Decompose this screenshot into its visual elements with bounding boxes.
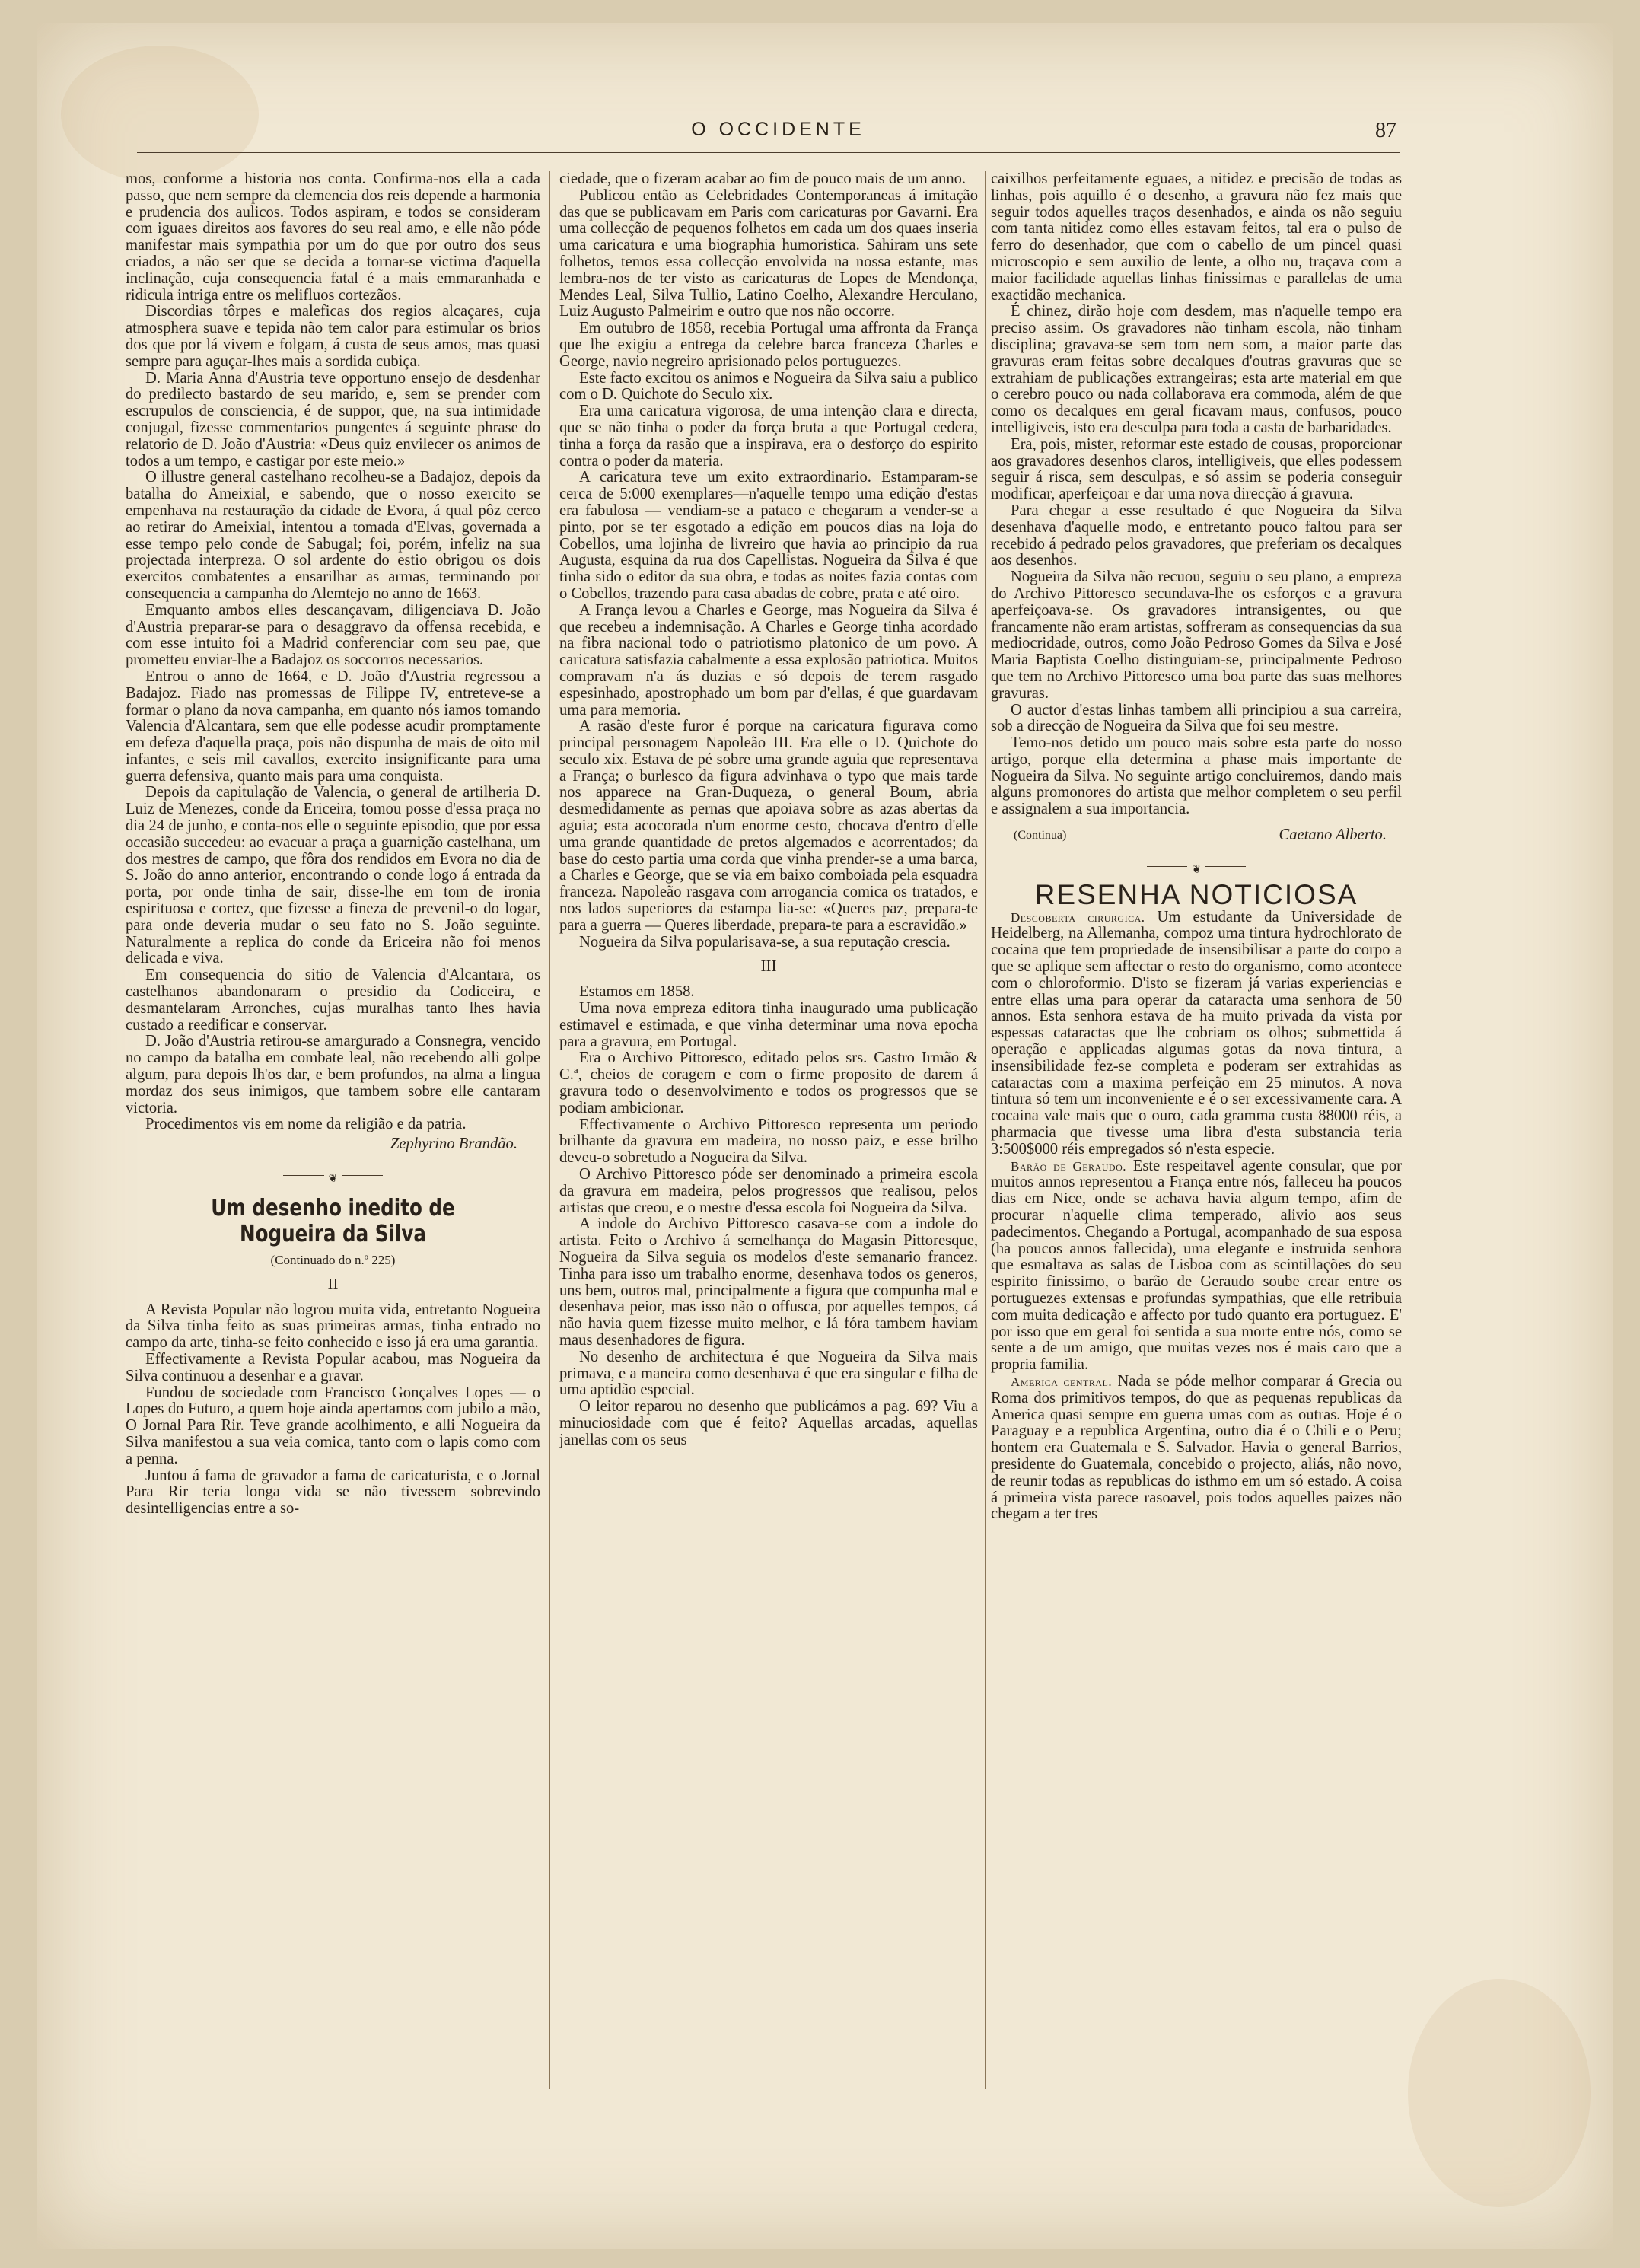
running-title: O OCCIDENTE — [691, 119, 865, 140]
author-signature: Zephyrino Brandão. — [390, 1136, 517, 1153]
paragraph: Depois da capitulação de Valencia, o general de artilheria D. Luiz de Menezes, conde da Ericeira, tomou posse d'essa praça no dia 24 de junho, e conta-nos elle o seguinte episodio, que por essa occasião succedeu: ao evacuar a praça a guarnição castelhana, um dos mestres de campo, que fôra dos rendidos em Evora no dia de S. João do anno anterior, encontrando o conde logo á entrada da porta, por onde tinha de sair, disse-lhe em tom de ironia espirituosa e cortez, que fizesse a fineza de prevenil-o do logar, para onde deveria mudar o seu fato no S. João seguinte. Naturalmente a replica do conde da Ericeira não foi menos delicada e viva. — [126, 784, 540, 967]
news-text: Um estudante da Universidade de Heidelberg, na Allemanha, compoz uma tintura hydrochlorato de cocaina que tem propriedade de insensibilisar a parte do corpo a que se aplique sem affectar o resto do organismo, como acontece com o chloroformio. D'isto se fizeram já varias experiencias e entre ellas uma para operar da cataracta uma senhora de 50 annos. Esta senhora estava de ha muito privada da vista por espessas cataractas que lhe cobriam os olhos; submettida á operação e applicadas algumas gotas da nova tintura, a insensibilidade fez-se completa e poderam ser extrahidas as cataractas com a maxima perfeição em 25 minutos. A nova tintura só tem um inconveniente e é o ser excessivamente cara. A cocaina vale mais que o ouro, cada gramma custa 88000 réis, a pharmacia que tivesse uma libra d'esta substancia teria 3:500$000 réis empregados só n'esta especie. — [991, 908, 1403, 1158]
paragraph: O auctor d'estas linhas tambem alli principiou a sua carreira, sob a direcção de Nogueira da Silva que foi seu mestre. — [991, 701, 1402, 735]
news-item — [991, 1374, 1402, 1523]
news-label: Barão de Geraudo. — [1011, 1158, 1127, 1174]
paragraph: Em outubro de 1858, recebia Portugal uma affronta da França que lhe exigiu a entrega da celebre barca franceza Charles e George, navio negreiro aprisionado pelos portuguezes. — [559, 320, 978, 370]
paragraph: A Revista Popular não logrou muita vida, entretanto Nogueira da Silva tinha feito as suas primeiras armas, tinha entrado no campo da arte, tinha-se feito conhecido e isso já era uma garantia. — [126, 1301, 540, 1352]
ornament-divider — [991, 861, 1402, 876]
ornament-divider — [126, 1170, 540, 1186]
paragraph: Nogueira da Silva não recuou, seguiu o seu plano, a empreza do Archivo Pittoresco secundava-lhe os esforços e a gravura aperfeiçoava-se. Os gravadores intransigentes, ou que francamente não eram artistas, soffreram as consequencias da sua mediocridade, outros, como João Pedroso Gomes da Silva e José Maria Baptista Coelho distinguiam-se, principalmente Pedroso que tem no Archivo Pittoresco uma boa parte das suas melhores gravuras. — [991, 569, 1402, 702]
paragraph: Publicou então as Celebridades Contemporaneas á imitação das que se publicavam em Paris com caricaturas por Gavarni. Era uma collecção de pequenos folhetos em cada um dos quaes inseria uma caricatura e uma biographia humoristica. Sahiram uns sete folhetos, temos essa collecção envolvida na nossa estante, mas lembra-nos de ter visto as caricaturas de Lopes de Mendonça, Mendes Leal, Silva Tullio, Latino Coelho, Alexandre Herculano, Luiz Augusto Palmeirim e outro que nos não occorre. — [559, 186, 978, 320]
paragraph: O Archivo Pittoresco póde ser denominado a primeira escola da gravura em madeira, pelos progressos que realisou, pelos artistas que creou, e o mestre d'essa escola foi Nogueira da Silva. — [559, 1166, 978, 1216]
paragraph: caixilhos perfeitamente eguaes, a nitidez e precisão de todas as linhas, pois aquillo é o desenho, a gravura não fez mais que seguir todos aquelles traços desenhados, e ainda os não seguiu com tanta nitidez como elles estavam feitos, tal era o pulso de ferro do desenhador, que com o cabello de um pincel quasi microscopio e sem auxilio de lente, a olho nu, traçava com a maior facilidade aquellas linhas finissimas e parallelas de uma exactidão mechanica. — [991, 170, 1402, 304]
paragraph: Era, pois, mister, reformar este estado de cousas, proporcionar aos gravadores desenhos claros, intelligiveis, que elles podessem seguir á risca, sem desculpas, e só assim se poderia conseguir modificar, aperfeiçoar e dar uma nova direcção á gravura. — [991, 435, 1402, 503]
paragraph: Emquanto ambos elles descançavam, diligenciava D. João d'Austria preparar-se para o desaggravo da offensa recebida, e com esse intuito foi a Madrid conferenciar com seu pae, que prometteu enviar-lhe a Badajoz os soccorros necessarios. — [126, 601, 540, 669]
paragraph: Effectivamente o Archivo Pittoresco representa um periodo brilhante da gravura em madeira, no nosso paiz, e esse brilho deveu-o sobretudo a Nogueira da Silva. — [559, 1116, 978, 1167]
paragraph: Nogueira da Silva popularisava-se, a sua reputação crescia. — [579, 933, 951, 951]
author-signature: Caetano Alberto. — [1279, 827, 1387, 844]
paragraph: Effectivamente a Revista Popular acabou, mas Nogueira da Silva continuou a desenhar e a gravar. — [126, 1351, 540, 1384]
article-subtitle: (Continuado do n.º 225) — [270, 1253, 396, 1268]
paragraph: Estamos em 1858. — [579, 983, 695, 1001]
paragraph: A caricatura teve um exito extraordinario. Estamparam-se cerca de 5:000 exemplares—n'aquelle tempo uma edição d'estas era fabulosa — vendiam-se a pataco e chegaram a vender-se a pinto, por se ter esgotado a edição em poucos dias na loja do Cobellos, uma lojinha de livreiro que havia ao principio da rua Augusta, esquina da rua dos Capellistas. Nogueira da Silva é que tinha sido o editor da sua obra, e todas as noites fazia contas com o Cobellos, trazendo para casa abadas de cobre, prata e até oiro. — [559, 469, 978, 602]
paragraph: É chinez, dirão hoje com desdem, mas n'aquelle tempo era preciso assim. Os gravadores não tinham escola, não tinham disciplina; gravava-se sem tom nem som, a maior parte das gravuras eram feitas sobre decalques d'outras gravuras que se extrahiam de publicações extrangeiras; esta arte material em que o cerebro pouco ou nada collaborava era commoda, além de que como os decalques em geral ficavam maus, confusos, pouco intelligiveis, isto era desculpa para toda a casta de barbaridades. — [991, 303, 1402, 436]
paragraph: Juntou á fama de gravador a fama de caricaturista, e o Jornal Para Rir teria longa vida se não tivessem sobrevindo desintelligencias entre a so- — [126, 1467, 540, 1518]
ornament-icon: ❦ — [1187, 865, 1205, 876]
paragraph: D. João d'Austria retirou-se amargurado a Consnegra, vencido no campo da batalha em combate leal, não recebendo alli golpe algum, para depois lh'os dar, e bem profundos, na alma a lingua mordaz dos seus inimigos, que tambem sobre elle cantaram victoria. — [126, 1033, 540, 1116]
news-text: Nada se póde melhor comparar á Grecia ou Roma dos primitivos tempos, do que as pequenas republicas da America quasi sempre em guerra umas com as outras. Hoje é o Paraguay e a republica Argentina, outro dia é o Chili e o Peru; hontem era Guatemala e S. Salvador. Havia o general Barrios, presidente do Guatemala, concebido o projecto, aliás, não novo, de reunir todas as republicas do isthmo em um só estado. A coisa á primeira vista parece rasoavel, pois todos aquelles paizes não chegam a ter tres — [991, 1372, 1402, 1523]
paragraph: Entrou o anno de 1664, e D. João d'Austria regressou a Badajoz. Fiado nas promessas de Filippe IV, entreteve-se a formar o plano da nova campanha, em quanto nós iamos tomando Valencia d'Alcantara, sem que elle podesse acudir promptamente em defeza d'aquella praça, pois não dispunha de mais de oito mil infantes, e seis mil cavallos, exercito insignificante para uma guerra defensiva, quanto mais para uma conquista. — [126, 667, 540, 785]
signature-row — [991, 827, 1402, 844]
article-title: Um desenho inedito de Nogueira da Silva — [211, 1195, 455, 1248]
paragraph: mos, conforme a historia nos conta. Confirma-nos ella a cada passo, que nem sempre da clemencia dos reis depende a harmonia e prudencia dos aulicos. Todos aspiram, e todos se consideram com iguaes direitos aos favores do seu real amo, e elle não póde manifestar mais sympathia por um do que por outro dos seus criados, a não ser que se decida a tornar-se victima d'aquella inclinação, cuja consequencia fatal é a mais emmaranhada e ridicula intriga entre os melifluos cortezãos. — [126, 170, 540, 304]
paragraph: Para chegar a esse resultado é que Nogueira da Silva desenhava d'aquelle modo, e entretanto pouco faltou para ser recebido á pedrado pelos gravadores, que preferiam os decalques aos desenhos. — [991, 502, 1402, 569]
paragraph: D. Maria Anna d'Austria teve opportuno ensejo de desdenhar do predilecto bastardo de seu marido, e, sem se prender com escrupulos de consciencia, é de suppor, que, na sua intimidade conjugal, fizesse commentarios pungentes á seguinte phrase do relatorio de D. João d'Austria: «Deus quiz envilecer os animos de todos a um tempo, e castigar por este meio.» — [126, 369, 540, 470]
column-2 — [559, 171, 978, 1449]
continua-label: (Continua) — [1014, 829, 1067, 843]
paragraph: Temo-nos detido um pouco mais sobre esta parte do nosso artigo, porque ella determina a phase mais importante de Nogueira da Silva. No seguinte artigo concluiremos, dando mais alguns promonores do artista que melhor completem o seu perfil e assignalem a sua importancia. — [991, 734, 1402, 818]
paragraph: Era o Archivo Pittoresco, editado pelos srs. Castro Irmão & C.ª, cheios de coragem e com o firme proposito de darem á gravura todo o desenvolvimento e todos os progressos que se podiam ambicionar. — [559, 1050, 978, 1116]
news-label: Descoberta cirurgica. — [1011, 909, 1145, 925]
paragraph: Uma nova empreza editora tinha inaugurado uma publicação estimavel e estimada, e que vinha determinar uma nova epocha para a gravura, em Portugal. — [559, 1000, 978, 1050]
section-number: II — [327, 1274, 339, 1293]
column-divider — [549, 171, 550, 2089]
paragraph: Em consequencia do sitio de Valencia d'Alcantara, os castelhanos abandonaram o presidio da Codiceira, e desmantelaram Arronches, cujas muralhas tanto lhes havia custado a reedificar e conservar. — [126, 967, 540, 1034]
paragraph: No desenho de architectura é que Nogueira da Silva mais primava, e a maneira como desenhava é que era singular e filha de uma aptidão especial. — [559, 1348, 978, 1399]
news-label: America central. — [1011, 1374, 1113, 1389]
news-text: Este respeitavel agente consular, que por muitos annos representou a França entre nós, falleceu ha poucos dias em Nice, onde se achava havia algum tempo, afim de procurar n'aquelle clima temperado, alivio aos seus padecimentos. Chegando a Portugal, acompanhado de sua esposa (ha poucos annos fallecida), uma elegante e instruida senhora que esmaltava as salas de Lisboa com as scintillações do seu espirito finissimo, o barão de Geraudo soube crear entre os portuguezes extensas e profundas sympathias, que elle retribuia com muita dedicação e affecto por tudo quanto era portuguez. E' por isso que em geral foi sentida a sua morte entre nós, como se sente a de um amigo, que muitas vezes nos é mais caro que a propria familia. — [991, 1157, 1402, 1374]
page-header — [160, 114, 1396, 152]
section-heading: RESENHA NOTICIOSA — [1034, 878, 1358, 910]
paragraph: A França levou a Charles e George, mas Nogueira da Silva é que recebeu a indemnisação. A Charles e George tinha acordado na fibra nacional todo o patriotismo platonico de um povo. A caricatura satisfazia cabalmente a essa explosão patriotica. Muitos compravam n'a ás duzias e só depois de terem rasgado espesinhado, apostrophado um bom par d'ellas, é que guardavam uma para memoria. — [559, 601, 978, 718]
paragraph: A indole do Archivo Pittoresco casava-se com a indole do artista. Feito o Archivo á semelhança do Magasin Pittoresque, Nogueira da Silva seguia os modelos d'este semanario francez. Tinha para isso um trabalho enorme, desenhava todos os generos, uns bem, outros mal, principalmente a figura que compunha mal e desenhava peior, mas isso não o offusca, por aquelles tempos, cá não havia quem fizesse muito melhor, e lá fóra tambem haviam maus desenhadores de figura. — [559, 1215, 978, 1349]
ornament-icon: ❦ — [324, 1174, 342, 1185]
paragraph: A rasão d'este furor é porque na caricatura figurava como principal personagem Napoleão III. Era elle o D. Quichote do seculo xix. Estava de pé sobre uma grande aguia que representava a França; o burlesco da figura advinhava o typo que mais tarde nos apparece na Gran-Duqueza, o general Boum, abria desmedidamente as pernas que apoiava sobre as azas abertas da aguia; esta acocorada n'um enorme cesto, chocava d'entro d'elle uma grande quantidade de pretos algemados e acorrentados; da base do cesto partia uma corda que vinha prender-se a uma barca, a Charles e George, que se via em baixo comboiada pela esquadra franceza. Napoleão rasgava com arrogancia comica os tratados, e nos lados superiores da estampa lia-se: «Queres paz, prepara-te para a guerra — Queres liberdade, prepara-te para a escravidão.» — [559, 718, 978, 934]
page-number: 87 — [1375, 119, 1396, 142]
header-rule — [137, 152, 1400, 154]
section-number: III — [760, 957, 777, 976]
paragraph: O illustre general castelhano recolheu-se a Badajoz, depois da batalha do Ameixial, e sabendo, que o nosso exercito se empenhava na restauração da cidade de Evora, á qual pôz cerco ao retirar do Ameixial, intentou a tomada d'Elvas, governada a esse tempo pelo conde de Sabugal; foi, porém, infeliz na sua projectada interpreza. O sol ardente do estio obrigou os dois exercitos combatentes a ensarilhar as armas, terminando por consequencia a campanha do Alemtejo no anno de 1663. — [126, 469, 540, 602]
paragraph: Este facto excitou os animos e Nogueira da Silva saiu a publico com o D. Quichote do Seculo xix. — [559, 369, 978, 403]
column-3 — [991, 171, 1402, 1523]
paragraph: O leitor reparou no desenho que publicámos a pag. 69? Viu a minuciosidade com que é feito? Aquellas arcadas, aquellas janellas com os seus — [559, 1398, 978, 1448]
column-divider — [985, 171, 986, 2089]
paper-stain — [1408, 1979, 1591, 2207]
news-item — [991, 1158, 1402, 1374]
news-item — [991, 909, 1402, 1158]
paragraph: ciedade, que o fizeram acabar ao fim de pouco mais de um anno. — [559, 170, 966, 187]
column-1 — [126, 171, 540, 1518]
paragraph: Discordias tôrpes e maleficas dos regios alcaçares, cuja atmosphera suave e tepida não tem calor para estimular os brios dos que por lá vivem e folgam, á custa de seus amos, mas quasi sempre para aguçar-lhes mais a sordida cubiça. — [126, 303, 540, 370]
paragraph: Procedimentos vis em nome da religião e da patria. — [145, 1116, 467, 1133]
paragraph: Era uma caricatura vigorosa, de uma intenção clara e directa, que se não tinha o poder da força bruta a que Portugal cedera, tinha a força da rasão que a inspirava, era o desforço do espirito contra o poder da materia. — [559, 403, 978, 470]
paragraph: Fundou de sociedade com Francisco Gonçalves Lopes — o Lopes do Futuro, a quem hoje ainda apertamos com jubilo a mão, O Jornal Para Rir. Teve grande acolhimento, e alli Nogueira da Silva manifestou a sua veia comica, tanto com o lapis como com a penna. — [126, 1384, 540, 1467]
